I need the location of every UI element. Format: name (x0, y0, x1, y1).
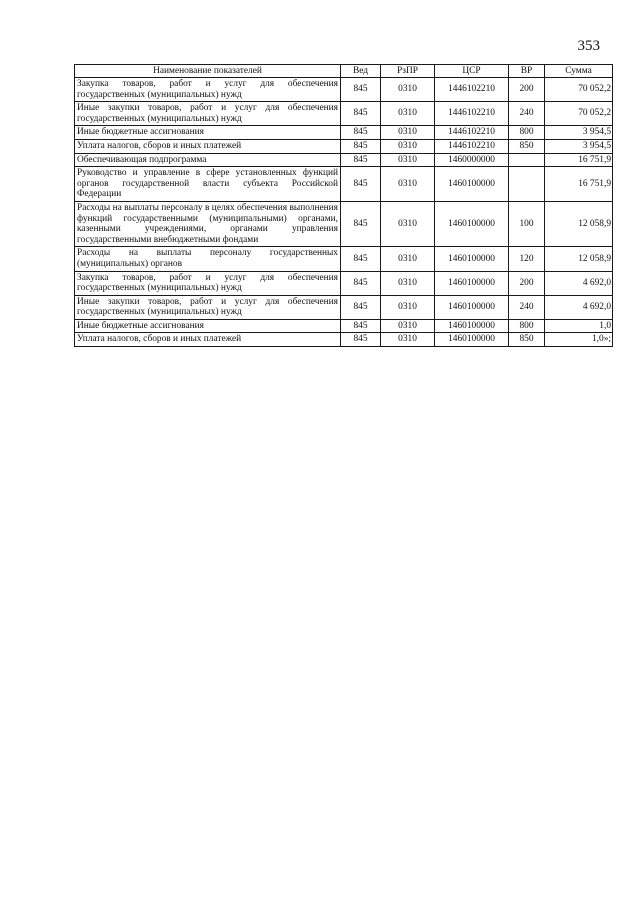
table-row (75, 78, 613, 102)
row-csr: 1460100000 (435, 271, 509, 295)
row-ved: 845 (341, 333, 381, 347)
table-row (75, 247, 613, 271)
row-name: Закупка товаров, работ и услуг для обеспечения государственных (муниципальных) нужд (75, 78, 341, 102)
row-ved: 845 (341, 139, 381, 153)
row-name: Обеспечивающая подпрограмма (75, 153, 341, 167)
row-name: Иные закупки товаров, работ и услуг для обеспечения государственных (муниципальных) нужд (75, 295, 341, 319)
row-vr: 200 (509, 78, 545, 102)
row-ved: 845 (341, 102, 381, 126)
row-vr: 850 (509, 333, 545, 347)
row-name: Иные бюджетные ассигнования (75, 319, 341, 333)
row-sum: 12 058,9 (545, 201, 613, 246)
table-row (75, 333, 613, 347)
page-number: 353 (577, 38, 600, 54)
row-rzpr: 0310 (381, 102, 435, 126)
table-row (75, 319, 613, 333)
table-row (75, 167, 613, 202)
table-row (75, 201, 613, 246)
row-rzpr: 0310 (381, 167, 435, 202)
row-vr: 850 (509, 139, 545, 153)
row-vr: 100 (509, 201, 545, 246)
row-ved: 845 (341, 167, 381, 202)
row-vr: 800 (509, 319, 545, 333)
row-csr: 1460100000 (435, 333, 509, 347)
row-ved: 845 (341, 271, 381, 295)
table-header-row (75, 65, 613, 78)
row-rzpr: 0310 (381, 78, 435, 102)
header-csr: ЦСР (435, 65, 509, 78)
row-rzpr: 0310 (381, 333, 435, 347)
row-rzpr: 0310 (381, 319, 435, 333)
header-ved: Вед (341, 65, 381, 78)
table-row (75, 126, 613, 140)
row-vr: 240 (509, 102, 545, 126)
row-rzpr: 0310 (381, 139, 435, 153)
row-name: Иные закупки товаров, работ и услуг для обеспечения государственных (муниципальных) нужд (75, 102, 341, 126)
header-name: Наименование показателей (75, 65, 341, 78)
row-name: Закупка товаров, работ и услуг для обеспечения государственных (муниципальных) нужд (75, 271, 341, 295)
row-csr: 1460100000 (435, 247, 509, 271)
row-vr: 200 (509, 271, 545, 295)
row-sum: 12 058,9 (545, 247, 613, 271)
row-sum: 70 052,2 (545, 102, 613, 126)
row-sum: 16 751,9 (545, 167, 613, 202)
row-name: Расходы на выплаты персоналу государственных (муниципальных) органов (75, 247, 341, 271)
row-sum: 16 751,9 (545, 153, 613, 167)
row-sum: 3 954,5 (545, 126, 613, 140)
row-ved: 845 (341, 295, 381, 319)
row-name: Иные бюджетные ассигнования (75, 126, 341, 140)
row-csr: 1446102210 (435, 139, 509, 153)
row-rzpr: 0310 (381, 271, 435, 295)
row-sum: 1,0»; (545, 333, 613, 347)
row-rzpr: 0310 (381, 295, 435, 319)
row-vr: 800 (509, 126, 545, 140)
header-vr: ВР (509, 65, 545, 78)
row-ved: 845 (341, 247, 381, 271)
row-name: Руководство и управление в сфере установленных функций органов государственной власти субъекта Российской Федерации (75, 167, 341, 202)
row-csr: 1460100000 (435, 319, 509, 333)
row-ved: 845 (341, 78, 381, 102)
row-sum: 4 692,0 (545, 271, 613, 295)
row-csr: 1460100000 (435, 167, 509, 202)
row-csr: 1446102210 (435, 78, 509, 102)
row-rzpr: 0310 (381, 153, 435, 167)
table-row (75, 139, 613, 153)
table-row (75, 102, 613, 126)
table-row (75, 153, 613, 167)
table-row (75, 295, 613, 319)
budget-table (74, 64, 613, 347)
row-rzpr: 0310 (381, 247, 435, 271)
row-name: Уплата налогов, сборов и иных платежей (75, 139, 341, 153)
table-row (75, 271, 613, 295)
header-rzpr: РзПР (381, 65, 435, 78)
row-name: Расходы на выплаты персоналу в целях обеспечения выполнения функций государственными (муниципальными) органами, казенными учреждениями, органами управления государственными внебюджетными фондами (75, 201, 341, 246)
row-ved: 845 (341, 319, 381, 333)
row-sum: 70 052,2 (545, 78, 613, 102)
row-csr: 1460100000 (435, 201, 509, 246)
row-vr: 120 (509, 247, 545, 271)
row-ved: 845 (341, 201, 381, 246)
row-sum: 3 954,5 (545, 139, 613, 153)
row-vr (509, 153, 545, 167)
row-ved: 845 (341, 126, 381, 140)
row-csr: 1460100000 (435, 295, 509, 319)
row-rzpr: 0310 (381, 201, 435, 246)
row-sum: 1,0 (545, 319, 613, 333)
row-rzpr: 0310 (381, 126, 435, 140)
row-csr: 1446102210 (435, 126, 509, 140)
header-sum: Сумма (545, 65, 613, 78)
row-name: Уплата налогов, сборов и иных платежей (75, 333, 341, 347)
row-vr (509, 167, 545, 202)
row-vr: 240 (509, 295, 545, 319)
row-csr: 1446102210 (435, 102, 509, 126)
row-csr: 1460000000 (435, 153, 509, 167)
row-ved: 845 (341, 153, 381, 167)
row-sum: 4 692,0 (545, 295, 613, 319)
